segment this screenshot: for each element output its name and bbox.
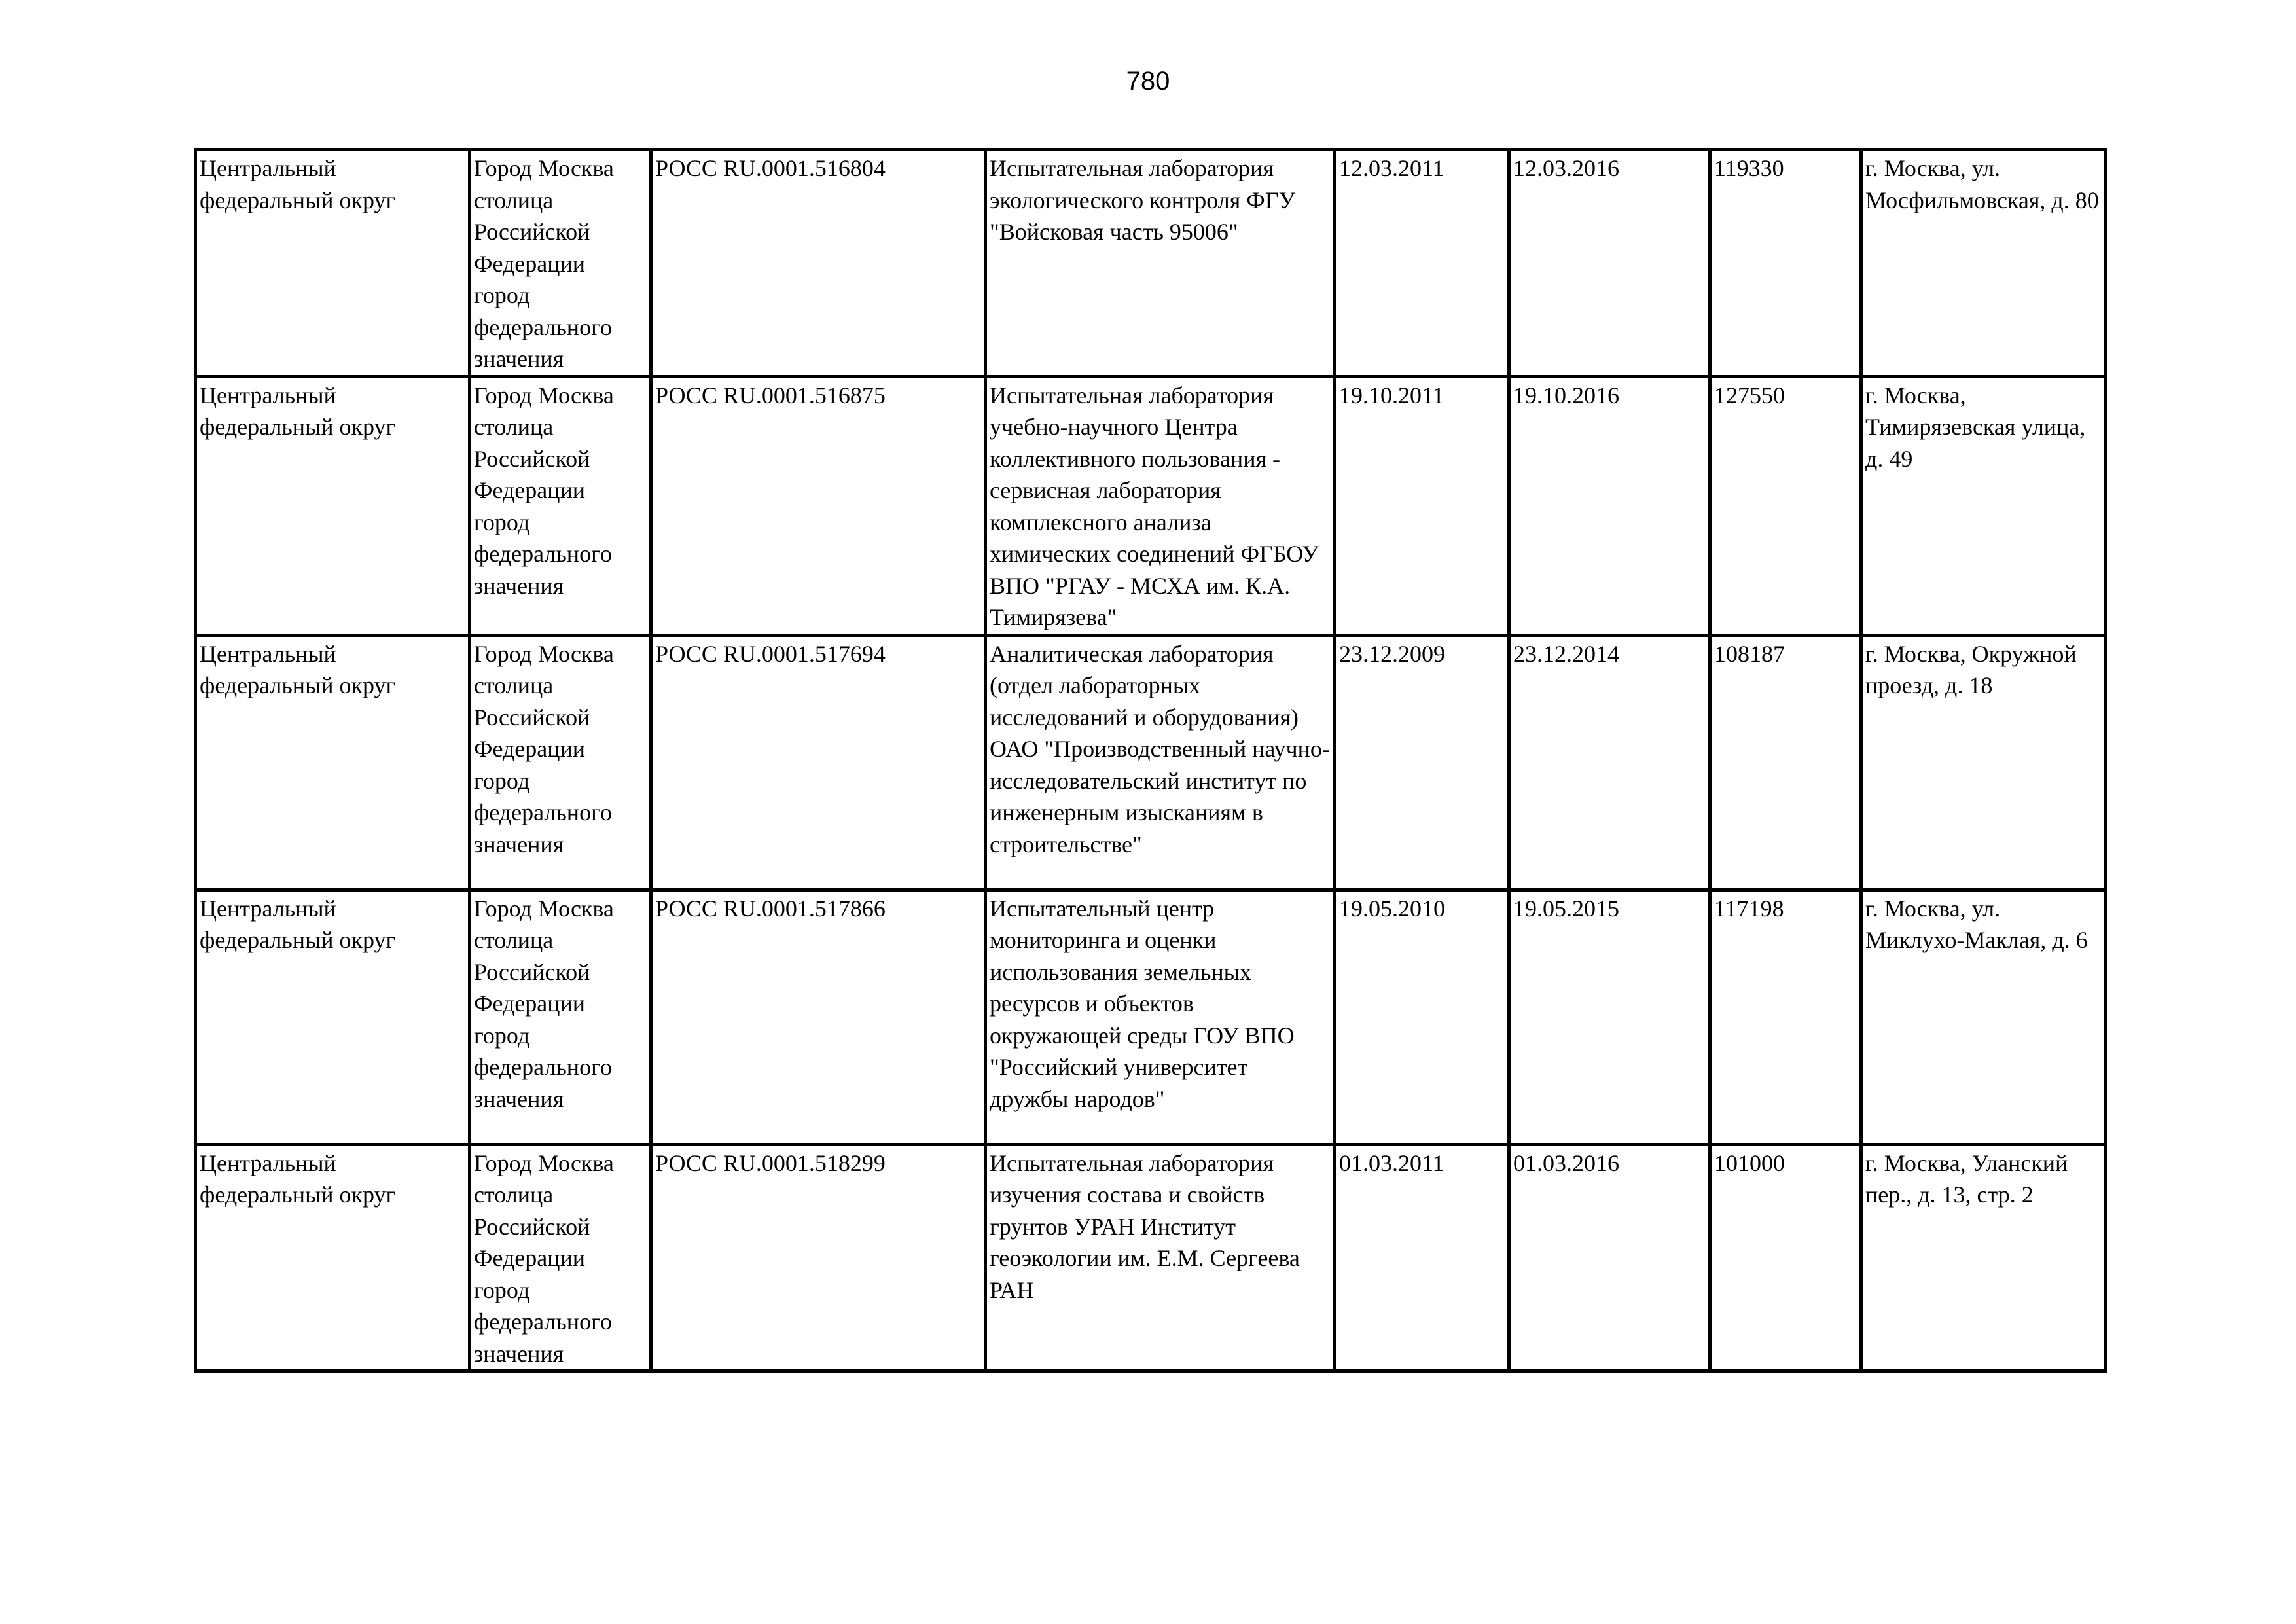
date-issued-cell: 19.10.2011 bbox=[1335, 376, 1509, 635]
table-row bbox=[196, 1144, 2106, 1371]
date-valid-until-cell: 01.03.2016 bbox=[1509, 1144, 1710, 1371]
table-row bbox=[196, 150, 2106, 377]
postal-code-cell: 119330 bbox=[1710, 150, 1861, 377]
accreditation-number-cell: РОСС RU.0001.517694 bbox=[651, 635, 986, 890]
laboratory-registry-table bbox=[194, 148, 2107, 1373]
address-cell: г. Москва, ул. Мосфильмовская, д. 80 bbox=[1861, 150, 2106, 377]
postal-code-cell: 108187 bbox=[1710, 635, 1861, 890]
region-cell: Город Москва столица Российской Федерации город федерального значения bbox=[470, 1144, 651, 1371]
date-valid-until-cell: 19.05.2015 bbox=[1509, 890, 1710, 1144]
table-row bbox=[196, 376, 2106, 635]
accreditation-number-cell: РОСС RU.0001.516804 bbox=[651, 150, 986, 377]
table-row bbox=[196, 890, 2106, 1144]
region-cell: Город Москва столица Российской Федерации город федерального значения bbox=[470, 635, 651, 890]
date-valid-until-cell: 12.03.2016 bbox=[1509, 150, 1710, 377]
organization-cell: Испытательный центр мониторинга и оценки использования земельных ресурсов и объектов окружающей среды ГОУ ВПО "Российский университет дружбы народов" bbox=[986, 890, 1335, 1144]
date-issued-cell: 01.03.2011 bbox=[1335, 1144, 1509, 1371]
date-valid-until-cell: 19.10.2016 bbox=[1509, 376, 1710, 635]
region-cell: Город Москва столица Российской Федерации город федерального значения bbox=[470, 376, 651, 635]
date-issued-cell: 23.12.2009 bbox=[1335, 635, 1509, 890]
region-cell: Город Москва столица Российской Федерации город федерального значения bbox=[470, 150, 651, 377]
district-cell: Центральный федеральный округ bbox=[196, 890, 470, 1144]
address-cell: г. Москва, ул. Миклухо-Маклая, д. 6 bbox=[1861, 890, 2106, 1144]
postal-code-cell: 127550 bbox=[1710, 376, 1861, 635]
date-issued-cell: 19.05.2010 bbox=[1335, 890, 1509, 1144]
page-number: 780 bbox=[1126, 67, 1170, 96]
address-cell: г. Москва, Уланский пер., д. 13, стр. 2 bbox=[1861, 1144, 2106, 1371]
date-issued-cell: 12.03.2011 bbox=[1335, 150, 1509, 377]
postal-code-cell: 101000 bbox=[1710, 1144, 1861, 1371]
address-cell: г. Москва, Окружной проезд, д. 18 bbox=[1861, 635, 2106, 890]
organization-cell: Аналитическая лаборатория (отдел лабораторных исследований и оборудования) ОАО "Производственный научно-исследовательский институт по инженерным изысканиям в строительстве" bbox=[986, 635, 1335, 890]
organization-cell: Испытательная лаборатория изучения состава и свойств грунтов УРАН Институт геоэкологии им. Е.М. Сергеева РАН bbox=[986, 1144, 1335, 1371]
district-cell: Центральный федеральный округ bbox=[196, 1144, 470, 1371]
date-valid-until-cell: 23.12.2014 bbox=[1509, 635, 1710, 890]
table-row bbox=[196, 635, 2106, 890]
region-cell: Город Москва столица Российской Федерации город федерального значения bbox=[470, 890, 651, 1144]
organization-cell: Испытательная лаборатория экологического контроля ФГУ "Войсковая часть 95006" bbox=[986, 150, 1335, 377]
district-cell: Центральный федеральный округ bbox=[196, 376, 470, 635]
district-cell: Центральный федеральный округ bbox=[196, 150, 470, 377]
accreditation-number-cell: РОСС RU.0001.517866 bbox=[651, 890, 986, 1144]
accreditation-number-cell: РОСС RU.0001.516875 bbox=[651, 376, 986, 635]
address-cell: г. Москва, Тимирязевская улица, д. 49 bbox=[1861, 376, 2106, 635]
district-cell: Центральный федеральный округ bbox=[196, 635, 470, 890]
accreditation-number-cell: РОСС RU.0001.518299 bbox=[651, 1144, 986, 1371]
organization-cell: Испытательная лаборатория учебно-научного Центра коллективного пользования - сервисная лаборатория комплексного анализа химических соединений ФГБОУ ВПО "РГАУ - МСХА им. К.А. Тимирязева" bbox=[986, 376, 1335, 635]
postal-code-cell: 117198 bbox=[1710, 890, 1861, 1144]
